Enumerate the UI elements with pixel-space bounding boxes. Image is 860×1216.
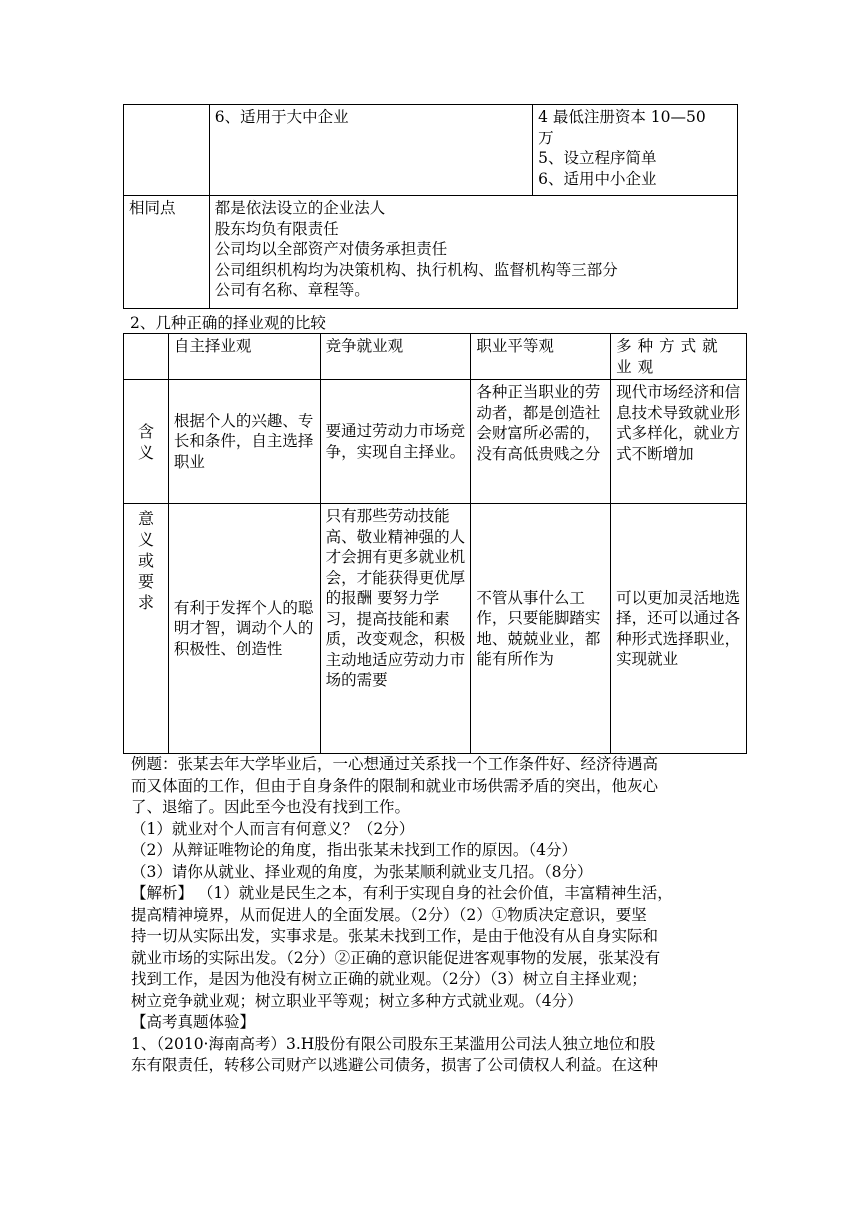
table-row-significance xyxy=(124,504,747,754)
table-cell-line: 6、适用于大中企业 xyxy=(214,108,349,126)
career-view-comparison-table xyxy=(123,333,747,754)
table-cell-text: 可以更加灵活地选择，还可以通过各种形式选择职业，实现就业 xyxy=(616,588,741,668)
table-cell xyxy=(471,380,611,504)
row-label-char: 义 xyxy=(137,442,154,462)
table-cell-line: 都是依法设立的企业法人 xyxy=(214,199,386,217)
table-cell xyxy=(611,380,747,504)
section-heading: 【高考真题体验】 xyxy=(131,1013,256,1031)
example-and-analysis-text xyxy=(131,754,743,1077)
company-comparison-table xyxy=(123,104,738,309)
analysis-line: 找到工作，是因为他没有树立正确的就业观。（2分）（3）树立自主择业观； xyxy=(131,970,647,988)
table-cell-line: 万 xyxy=(538,128,554,147)
exam-question-line: 1、（2010·海南高考）3.H股份有限公司股东王某滥用公司法人独立地位和股 xyxy=(131,1034,656,1053)
table-cell-line: 公司组织机构均为决策机构、执行机构、监督机构等三部分 xyxy=(214,260,618,279)
row-label-char: 求 xyxy=(137,593,154,612)
column-header-text: 竞争就业观 xyxy=(325,337,404,355)
table-cell-text: 要通过劳动力市场竞争，实现自主择业。 xyxy=(325,422,466,461)
row-label-char: 要 xyxy=(137,572,154,591)
table-cell xyxy=(320,380,471,504)
table-cell xyxy=(168,504,320,754)
column-header-text: 职业平等观 xyxy=(476,337,554,355)
table-cell xyxy=(320,504,471,754)
table-header-row xyxy=(124,334,747,380)
exam-question-line: 东有限责任，转移公司财产以逃避公司债务，损害了公司债权人利益。在这种 xyxy=(131,1056,659,1074)
analysis-line: 【解析】 （1）就业是民生之本，有利于实现自身的社会价值，丰富精神生活， xyxy=(131,884,673,902)
table-cell xyxy=(209,196,737,309)
analysis-line: 树立竞争就业观；树立职业平等观；树立多种方式就业观。（4分） xyxy=(131,991,583,1010)
column-header xyxy=(471,334,611,380)
text-line: 了、退缩了。因此至今也没有找到工作。 xyxy=(131,798,411,816)
row-label-significance xyxy=(124,504,169,754)
question-line: （1）就业对个人而言有何意义？（2分） xyxy=(131,819,415,838)
table-row xyxy=(124,196,738,309)
column-header xyxy=(611,334,747,380)
analysis-line: 提高精神境界，从而促进人的全面发展。（2分）（2）①物质决定意识，要坚 xyxy=(131,905,647,924)
table-cell-line: 4 最低注册资本 10—50 xyxy=(538,108,706,126)
row-label-char: 或 xyxy=(137,551,154,570)
table-cell-line: 公司均以全部资产对债务承担责任 xyxy=(214,240,448,258)
analysis-line: 持一切从实际出发，实事求是。张某未找到工作，是由于他没有从自身实际和 xyxy=(131,927,659,945)
column-header xyxy=(168,334,320,380)
column-header xyxy=(320,334,471,380)
table-cell xyxy=(168,380,320,504)
table-cell-text: 有利于发挥个人的聪明才智，调动个人的积极性、创造性 xyxy=(173,598,314,658)
table-cell xyxy=(533,105,738,196)
table-cell-text: 现代市场经济和信息技术导致就业形式多样化，就业方式不断增加 xyxy=(616,383,741,463)
table-cell xyxy=(209,105,532,196)
table-row xyxy=(124,105,738,196)
table-cell-empty xyxy=(124,105,210,196)
table-cell-line: 股东均负有限责任 xyxy=(214,219,339,238)
text-line: 例题：张某去年大学毕业后，一心想通过关系找一个工作条件好、经济待遇高 xyxy=(131,755,659,773)
table-cell-text: 不管从事什么工作，只要能脚踏实地、兢兢业业，都能有所作为 xyxy=(476,588,601,668)
section-heading: 2、几种正确的择业观的比较 xyxy=(130,314,326,332)
table-cell-line: 公司有名称、章程等。 xyxy=(214,281,370,299)
table-cell xyxy=(611,504,747,754)
table-cell-text: 只有那些劳动技能高、敬业精神强的人才会拥有更多就业机会，才能获得更优厚的报酬 要努力学习，提高技能和素质，改变观念，积极主动地适应劳动力市场的需要 xyxy=(325,507,466,689)
table-cell-text: 各种正当职业的劳动者，都是创造社会财富所必需的，没有高低贵贱之分 xyxy=(476,383,601,463)
question-line: （2）从辩证唯物论的角度，指出张某未找到工作的原因。（4分） xyxy=(131,841,577,859)
text-line: 而又体面的工作，但由于自身条件的限制和就业市场供需矛盾的突出，他灰心 xyxy=(131,776,659,795)
table-cell-line: 6、适用中小企业 xyxy=(538,169,657,188)
column-header-text: 自主择业观 xyxy=(173,337,252,355)
table-cell-text: 根据个人的兴趣、专长和条件，自主选择职业 xyxy=(173,411,314,471)
question-line: （3）请你从就业、择业观的角度，为张某顺利就业支几招。（8分） xyxy=(131,862,593,881)
row-label-char: 含 xyxy=(137,421,154,441)
table-cell-empty xyxy=(124,334,169,380)
row-label-meaning xyxy=(124,380,169,504)
analysis-line: 就业市场的实际出发。（2分）②正确的意识能促进客观事物的发展，张某没有 xyxy=(131,948,661,967)
column-header-text: 多种方式就业观 xyxy=(616,337,724,376)
row-label-char: 义 xyxy=(137,530,154,549)
row-label-text: 相同点 xyxy=(129,199,176,217)
row-label-char: 意 xyxy=(137,509,154,528)
table-cell xyxy=(471,504,611,754)
table-cell-line: 5、设立程序简单 xyxy=(538,149,657,167)
table-row-meaning xyxy=(124,380,747,504)
row-label-similarities xyxy=(124,196,210,309)
